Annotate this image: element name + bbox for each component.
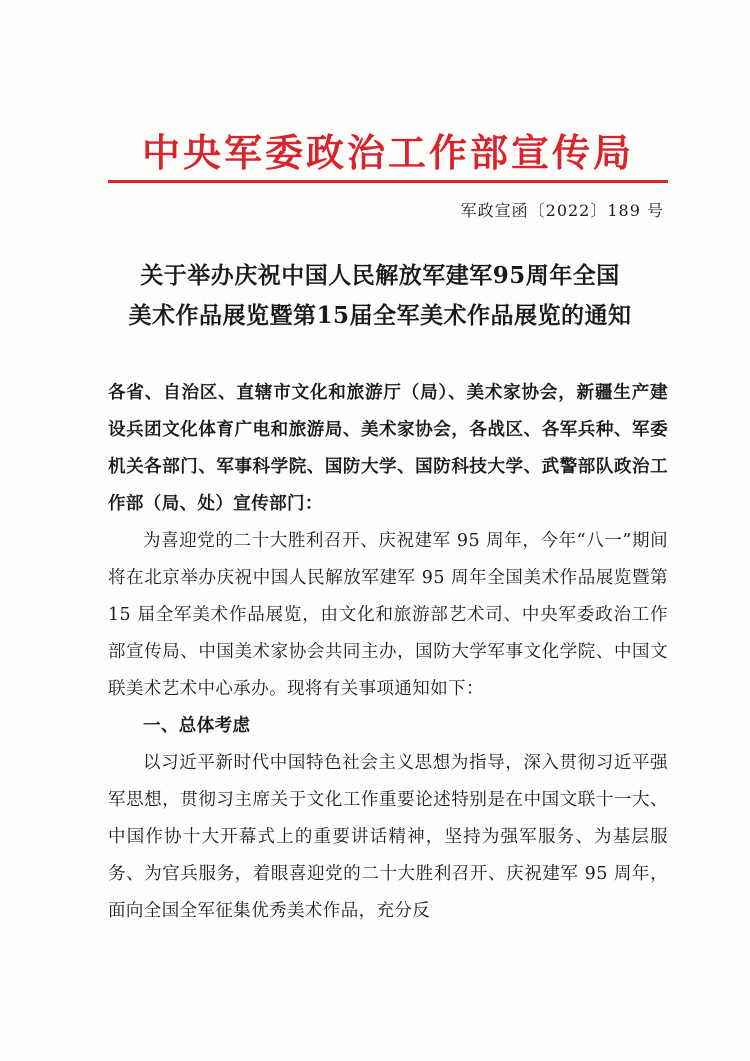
document-number: 军政宣函〔2022〕189 号: [460, 201, 664, 220]
document-title: [100, 256, 660, 336]
document-title-line-2: 美术作品展览暨第15届全军美术作品展览的通知: [128, 302, 632, 329]
letterhead-issuer: 中央军委政治工作部宣传局: [141, 130, 634, 175]
salutation-recipients: 各省、自治区、直辖市文化和旅游厅（局）、美术家协会，新疆生产建设兵团文化体育广电和旅游局、美术家协会，各战区、各军兵种、军委机关各部门、军事科学院、国防大学、国防科技大学、武警部队政治工作部（局、处）宣传部门：: [108, 383, 668, 514]
document-title-line-1: 关于举办庆祝中国人民解放军建军95周年全国: [140, 262, 620, 289]
section-heading-overall: 一、总体考虑: [143, 716, 251, 736]
body-paragraph-overall: 以习近平新时代中国特色社会主义思想为指导，深入贯彻习近平强军思想，贯彻习主席关于文化工作重要论述特别是在中国文联十一大、中国作协十大开幕式上的重要讲话精神，坚持为强军服务、为基层服务、为官兵服务，着眼喜迎党的二十大胜利召开、庆祝建军 95 周年，面向全国全军征集优秀美术作品，充分反: [108, 753, 668, 921]
letterhead-red-rule: [108, 180, 668, 183]
body-paragraph-intro: 为喜迎党的二十大胜利召开、庆祝建军 95 周年，今年“八一”期间将在北京举办庆祝中国人民解放军建军 95 周年全国美术作品展览暨第 15 届全军美术作品展览，由文化和旅游部艺术司、中央军委政治工作部宣传局、中国美术家协会共同主办，国防大学军事文化学院、中国文联美术艺术中心承办。现将有关事项通知如下：: [108, 531, 668, 699]
document-body: [108, 375, 668, 930]
